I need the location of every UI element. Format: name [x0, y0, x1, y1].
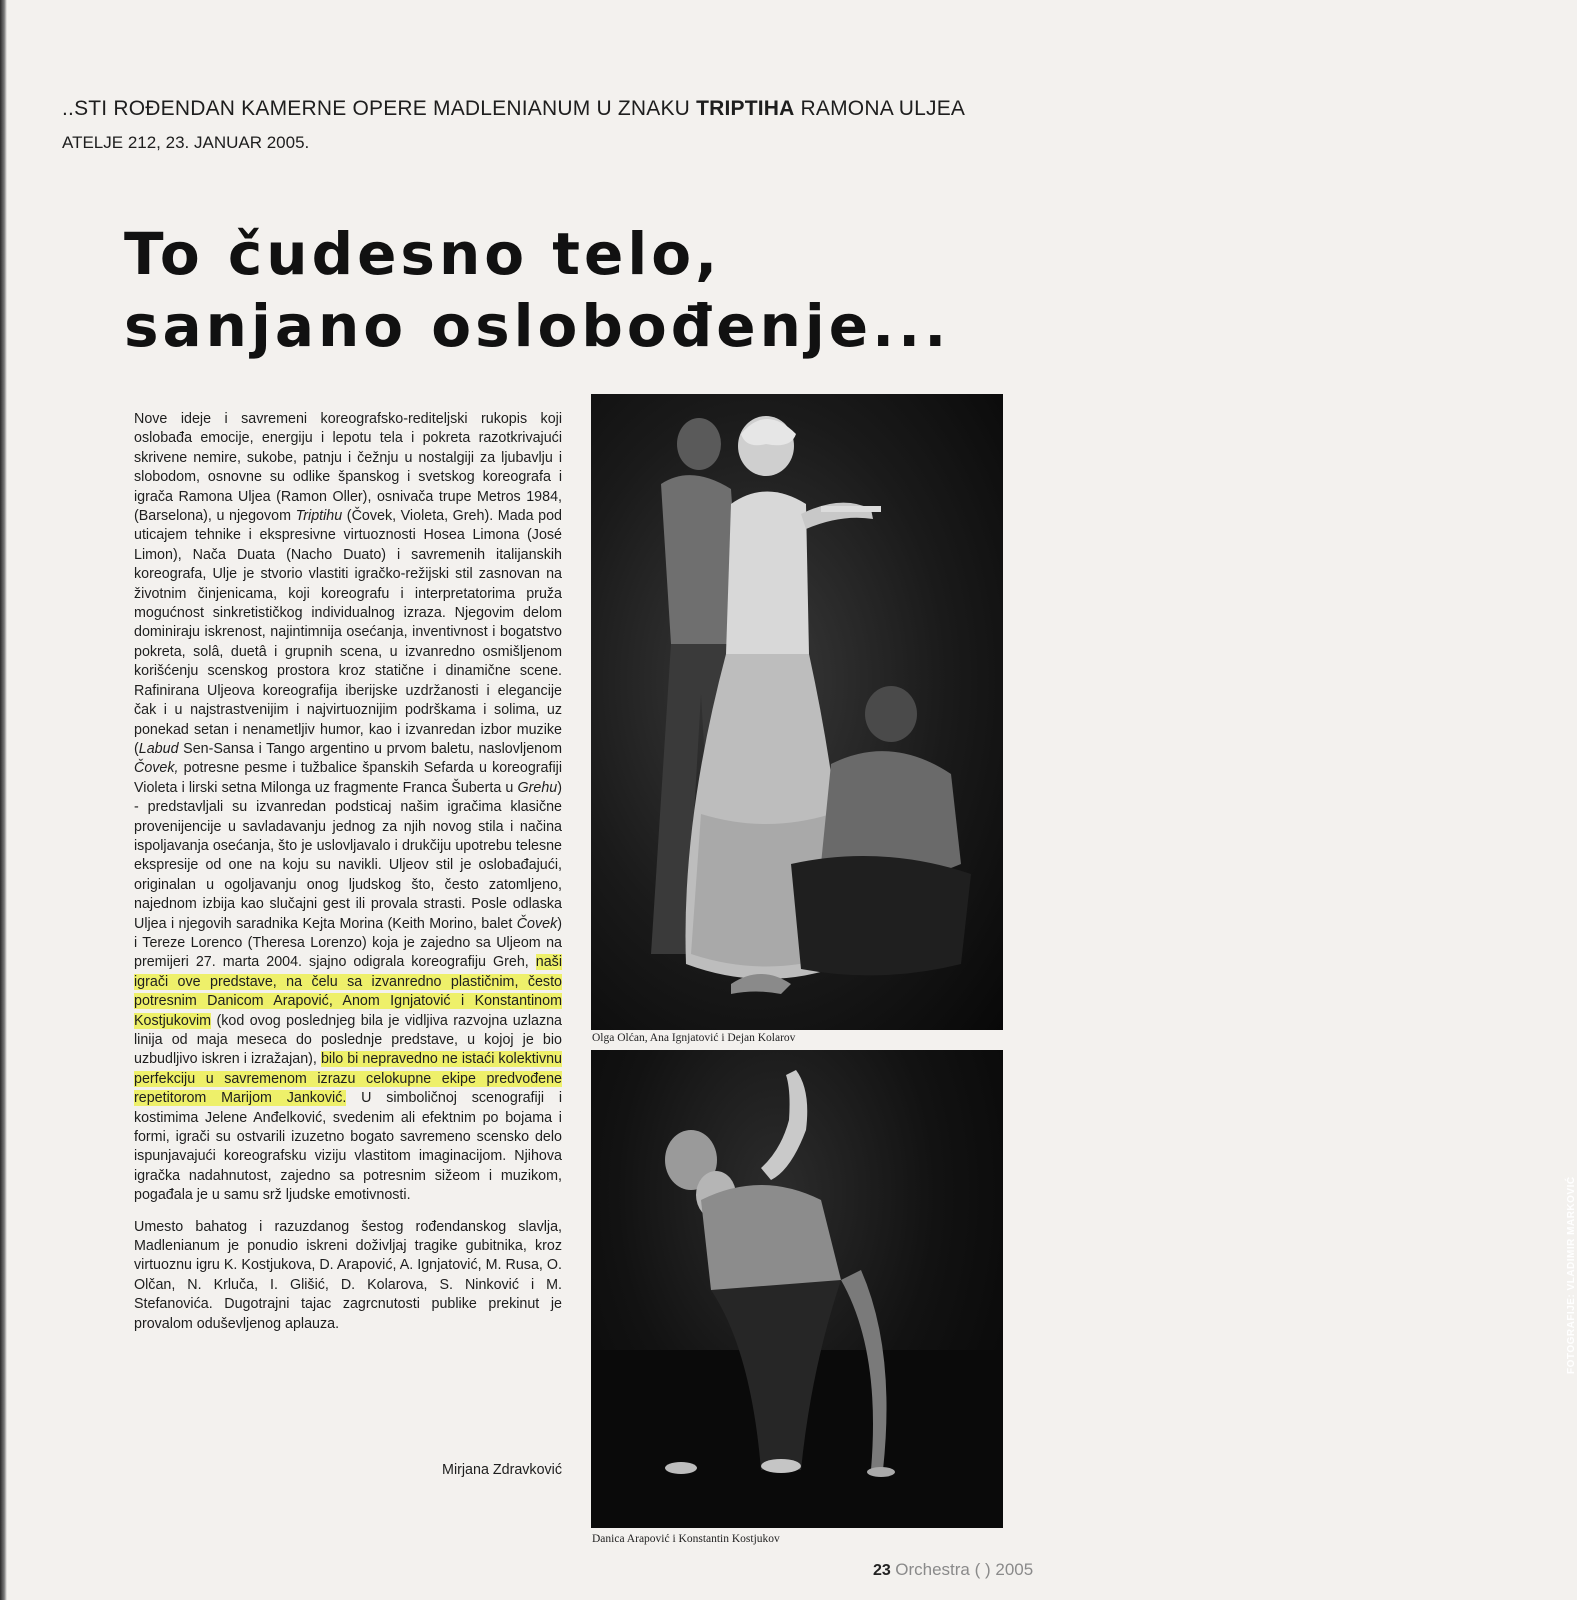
kicker-pre: ..STI ROĐENDAN KAMERNE OPERE MADLENIANUM U ZNAKU: [62, 97, 697, 120]
kicker-post: RAMONA ULJEA: [794, 97, 966, 120]
paragraph-2: Umesto bahatog i razuzdanog šestog rođendanskog slavlja, Madlenianum je ponudio iskreni doživljaj tragike gubitnika, kroz virtuoznu igru K. Kostjukova, D. Arapović, A. Ignjatović, M. Rusa, O. Olčan, N. Krluča, I. Glišić, D. Kolarova, S. Ninković i M. Stefanovića. Dugotrajni tajac zagrcnutosti publike prekinut je provalom oduševljenog aplauza.: [134, 1218, 562, 1332]
text-run-italic: Triptihu: [295, 508, 343, 525]
venue-date: ATELJE 212, 23. JANUAR 2005.: [62, 133, 310, 152]
article-title: [124, 218, 1024, 362]
highlighted-text: naši igrači ove predstave, na čelu sa izvanredno plastičnim, često potresnim Danicom Arapović, Anom Ignjatović i Konstantinom Kostjukovim: [134, 954, 562, 1029]
page-footer: [873, 1560, 1033, 1580]
photo-dancers-trio-art: [591, 394, 1003, 1030]
text-run: (kod ovog poslednjeg bila je vidljiva razvojna uzlazna linija od maja meseca do poslednje predstave, u kojoj je bio uzbudljivo iskren i izražajan),: [134, 1012, 562, 1068]
text-run: Nove ideje i savremeni koreografsko-rediteljski rukopis koji oslobađa emocije, energiju i lepotu tela i pokreta razotkrivajući skrivene nemire, sukobe, patnju i čežnju u nostalgiji za ljubavlju i slobodom, osnovne su odlike španskog i svetskog koreografa i igrača Ramona Uljea (Ramon Oller), osnivača trupe Metros 1984, (Barselona), u njegovom: [134, 411, 562, 525]
page-number: 23: [873, 1562, 891, 1579]
text-run: U simboličnoj scenografiji i kostimima Jelene Anđelković, svedenim ali efektnim po bojama i formi, igrači su ostvarili izuzetno bogato savremeno scensko delo ispunjavajući koreografsku viziju vlastitom imaginacijom. Njihova igračka nadahnutost, zajedno sa potresnim sižeom i muzikom, pogađala je u samu srž ljudske emotivnosti.: [134, 1090, 563, 1204]
text-run-italic: Čovek,: [134, 760, 179, 777]
author-signature: Mirjana Zdravković: [442, 1462, 562, 1478]
article-kicker: [62, 97, 1062, 121]
magazine-name: Orchestra ( ) 2005: [895, 1560, 1034, 1579]
title-line-1: To čudesno telo,: [124, 220, 722, 288]
paragraph-1: [134, 410, 562, 1206]
text-run-italic: Grehu: [517, 779, 558, 796]
text-run: (Čovek, Violeta, Greh). Mada pod uticajem tehnike i ekspresivne virtuoznosti Hosea Limona (José Limon), Nača Duata (Nacho Duato) i savremenih italijanskih koreografa, Ulje je stvorio vlastiti igračko-režijski stil zasnovan na životnim činjenicama, koji koreografu i interpretatorima pruža mogućnost sinkretističkog individualnog izraza. Njegovim delom dominiraju iskrenost, najintimnija osećanja, inventivnost i bogatstvo pokreta, solâ, duetâ i grupnih scena, u izvanredno osmišljenom korišćenju scenskog prostora kroz statične i dinamične scene. Rafinirana Uljeova koreografija iberijske uzdržanosti i elegancije čak i u najstrastvenijim i najvirtuoznijim podrškama i solima, uz ponekad setan i nenametljiv humor, kao i izvanredan izbor muzike (: [134, 508, 562, 757]
photo-credit: FOTOGRAFIJE: VLADIMIR MARKOVIĆ: [1566, 1176, 1577, 1374]
text-run: potresne pesme i tužbalice španskih Sefarda u koreografiji Violeta i lirski setna Milonga uz fragmente Franca Šuberta u: [134, 760, 562, 796]
page-edge: [0, 0, 7, 1600]
photo-caption-1: Olga Olćan, Ana Ignjatović i Dejan Kolarov: [592, 1032, 796, 1044]
text-run: ) - predstavljali su izvanredan podsticaj našim igračima klasične provenijencije u savladavanju jednog za njih novog stila i načina ispoljavanja osećanja, što je uslovljavalo i drukčiju upotrebu telesne ekspresije od one na koju su navikli. Uljeov stil je oslobađajući, originalan u ogoljavanju onog ljudskog što, često zatomljeno, najednom izbija kao slučajni gest ili provala strasti. Posle odlaska Uljea i njegovih saradnika Kejta Morina (Keith Morino, balet: [134, 779, 562, 932]
text-run: ) i Tereze Lorenco (Theresa Lorenzo) koja je zajedno sa Uljeom na premijeri 27. marta 2004. sjajno odigrala koreografiju Greh,: [134, 915, 562, 971]
photo-dancers-duo: [591, 1050, 1003, 1528]
text-run-italic: Labud: [138, 740, 179, 757]
highlighted-text: bilo bi nepravedno ne istaći kolektivnu perfekciju u savremenom izrazu celokupne ekipe predvođene repetitorom Marijom Janković.: [134, 1051, 562, 1107]
kicker-bold: TRIPTIHA: [696, 97, 795, 120]
text-run: Sen-Sansa i Tango argentino u prvom baletu, naslovljenom: [178, 740, 562, 757]
text-run-italic: Čovek: [516, 915, 558, 932]
photo-dancers-duo-art: [591, 1050, 1003, 1528]
title-line-2: sanjano oslobođenje...: [124, 292, 951, 360]
photo-caption-2: Danica Arapović i Konstantin Kostjukov: [592, 1533, 780, 1545]
article-body: [134, 410, 562, 1346]
